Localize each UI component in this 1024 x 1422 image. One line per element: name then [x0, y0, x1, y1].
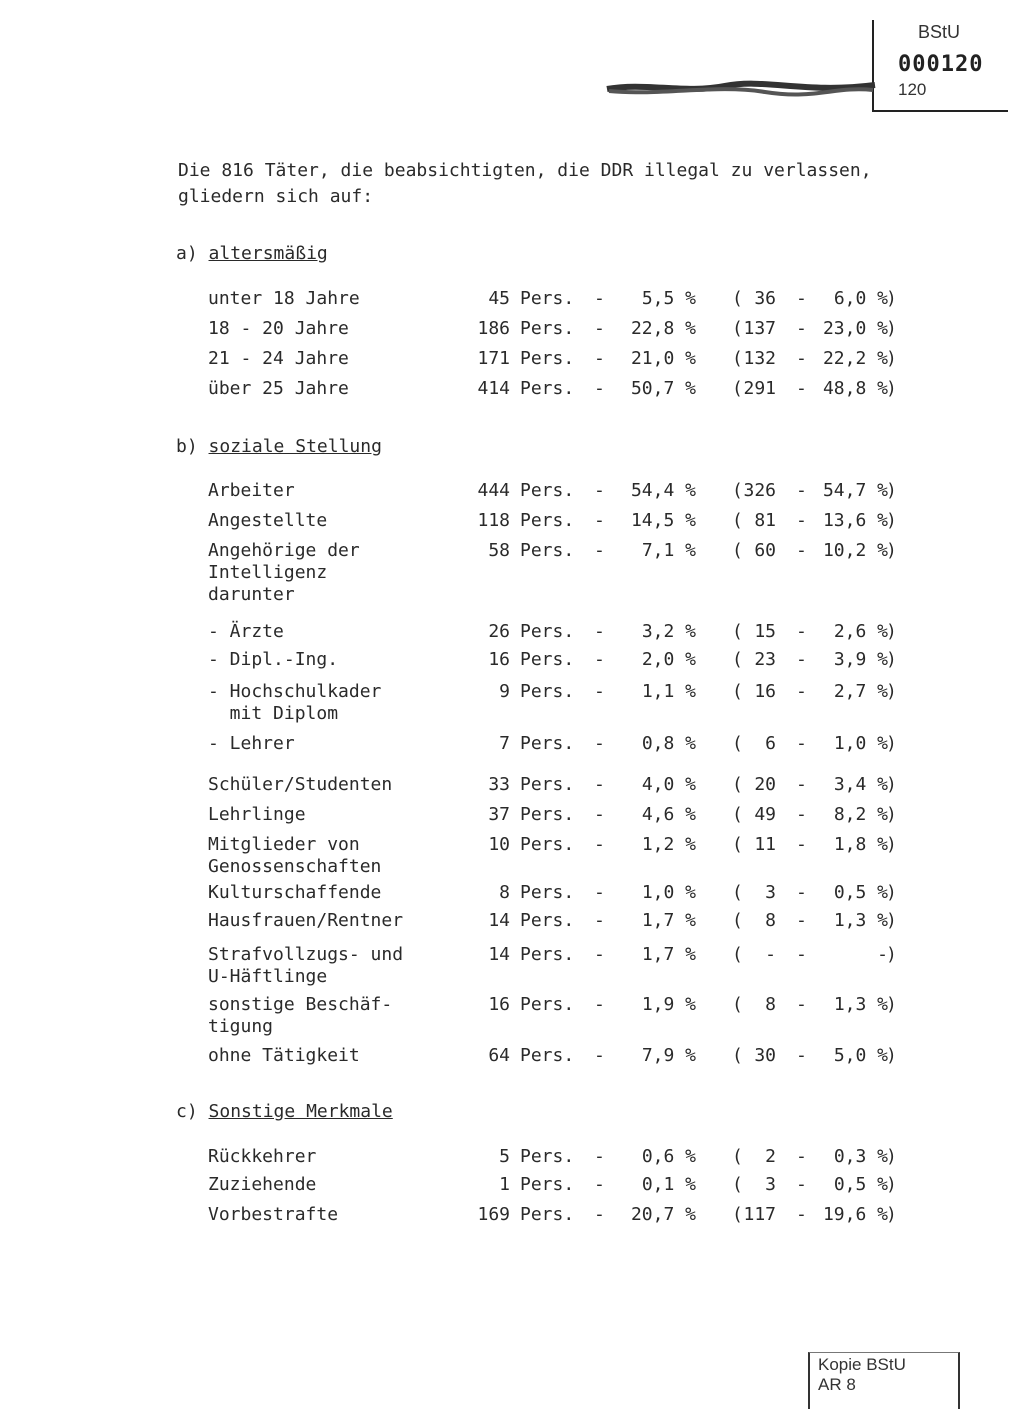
row-percent: 0,1 %: [641, 1174, 696, 1195]
row-dash: -: [796, 882, 807, 903]
copy-stamp-line-2: AR 8: [818, 1375, 856, 1394]
row-unit: Pers.: [520, 318, 575, 339]
row-dash: -: [594, 944, 605, 965]
row-count: 9: [499, 681, 510, 702]
row-open-paren: (: [732, 378, 743, 399]
row-prev-count: 132: [743, 348, 776, 369]
archive-number: 000120: [898, 52, 984, 77]
row-dash: -: [796, 288, 807, 309]
row-close-paren: ): [886, 540, 897, 561]
row-label: - Hochschulkader mit Diplom: [208, 681, 382, 724]
row-unit: Pers.: [520, 1174, 575, 1195]
row-count: 186: [477, 318, 510, 339]
row-prev-count: 2: [765, 1146, 776, 1167]
row-dash: -: [594, 681, 605, 702]
row-open-paren: (: [732, 1146, 743, 1167]
row-dash: -: [796, 510, 807, 531]
row-unit: Pers.: [520, 1045, 575, 1066]
row-label: über 25 Jahre: [208, 378, 349, 399]
row-dash: -: [594, 378, 605, 399]
row-prev-percent: 0,5 %: [833, 882, 888, 903]
copy-stamp-line-1: Kopie BStU: [818, 1355, 906, 1374]
section-title: altersmäßig: [208, 243, 328, 264]
row-unit: Pers.: [520, 378, 575, 399]
row-dash: -: [594, 910, 605, 931]
row-percent: 1,9 %: [641, 994, 696, 1015]
row-dash: -: [594, 318, 605, 339]
row-count: 14: [488, 910, 510, 931]
row-unit: Pers.: [520, 480, 575, 501]
row-count: 1: [499, 1174, 510, 1195]
row-label: Rückkehrer: [208, 1146, 317, 1167]
row-prev-count: 117: [743, 1204, 776, 1225]
row-label: Mitglieder von Genossenschaften: [208, 834, 382, 877]
row-label: 21 - 24 Jahre: [208, 348, 349, 369]
row-open-paren: (: [732, 834, 743, 855]
row-percent: 7,1 %: [641, 540, 696, 561]
row-prev-percent: 2,6 %: [833, 621, 888, 642]
row-percent: 7,9 %: [641, 1045, 696, 1066]
row-label: Lehrlinge: [208, 804, 306, 825]
row-percent: 20,7 %: [630, 1204, 696, 1225]
row-dash: -: [796, 944, 807, 965]
row-dash: -: [594, 804, 605, 825]
row-label: Hausfrauen/Rentner: [208, 910, 404, 931]
row-unit: Pers.: [520, 1204, 575, 1225]
row-open-paren: (: [732, 910, 743, 931]
row-close-paren: ): [886, 510, 897, 531]
row-open-paren: (: [732, 510, 743, 531]
row-label: 18 - 20 Jahre: [208, 318, 349, 339]
row-dash: -: [594, 649, 605, 670]
row-open-paren: (: [732, 994, 743, 1015]
row-close-paren: ): [886, 944, 897, 965]
row-percent: 1,0 %: [641, 882, 696, 903]
row-dash: -: [594, 288, 605, 309]
row-dash: -: [594, 510, 605, 531]
row-prev-count: 81: [754, 510, 776, 531]
row-percent: 21,0 %: [630, 348, 696, 369]
row-dash: -: [594, 1146, 605, 1167]
row-open-paren: (: [732, 288, 743, 309]
row-open-paren: (: [732, 681, 743, 702]
section-title: soziale Stellung: [208, 436, 382, 457]
row-percent: 2,0 %: [641, 649, 696, 670]
row-count: 414: [477, 378, 510, 399]
row-prev-percent: 22,2 %: [822, 348, 888, 369]
row-prev-count: 60: [754, 540, 776, 561]
row-prev-percent: 0,5 %: [833, 1174, 888, 1195]
archive-mark: BStU: [918, 22, 961, 42]
row-dash: -: [796, 910, 807, 931]
row-prev-count: 49: [754, 804, 776, 825]
row-count: 118: [477, 510, 510, 531]
row-dash: -: [594, 774, 605, 795]
row-label: Schüler/Studenten: [208, 774, 393, 795]
row-count: 171: [477, 348, 510, 369]
row-label: ohne Tätigkeit: [208, 1045, 360, 1066]
row-label: - Dipl.-Ing.: [208, 649, 339, 670]
row-close-paren: ): [886, 834, 897, 855]
row-dash: -: [594, 1045, 605, 1066]
row-unit: Pers.: [520, 944, 575, 965]
row-close-paren: ): [886, 882, 897, 903]
row-open-paren: (: [732, 1174, 743, 1195]
row-prev-percent: 1,3 %: [833, 910, 888, 931]
row-close-paren: ): [886, 804, 897, 825]
row-open-paren: (: [732, 318, 743, 339]
row-count: 444: [477, 480, 510, 501]
row-prev-percent: -: [877, 944, 888, 965]
row-dash: -: [796, 378, 807, 399]
row-prev-percent: 1,3 %: [833, 994, 888, 1015]
page-number: 120: [898, 80, 927, 99]
row-label: Zuziehende: [208, 1174, 317, 1195]
row-unit: Pers.: [520, 621, 575, 642]
row-close-paren: ): [886, 318, 897, 339]
row-unit: Pers.: [520, 882, 575, 903]
row-count: 16: [488, 649, 510, 670]
row-prev-percent: 48,8 %: [822, 378, 888, 399]
row-label: Strafvollzugs- und U-Häftlinge: [208, 944, 404, 987]
row-close-paren: ): [886, 910, 897, 931]
row-percent: 1,1 %: [641, 681, 696, 702]
row-dash: -: [594, 834, 605, 855]
row-dash: -: [796, 1146, 807, 1167]
row-open-paren: (: [732, 1045, 743, 1066]
row-prev-percent: 5,0 %: [833, 1045, 888, 1066]
row-dash: -: [594, 348, 605, 369]
row-dash: -: [594, 480, 605, 501]
row-prev-percent: 8,2 %: [833, 804, 888, 825]
row-count: 45: [488, 288, 510, 309]
row-count: 26: [488, 621, 510, 642]
row-prev-percent: 1,8 %: [833, 834, 888, 855]
row-count: 16: [488, 994, 510, 1015]
row-label: - Lehrer: [208, 733, 295, 754]
row-prev-count: 30: [754, 1045, 776, 1066]
row-unit: Pers.: [520, 733, 575, 754]
row-prev-percent: 54,7 %: [822, 480, 888, 501]
row-unit: Pers.: [520, 774, 575, 795]
row-close-paren: ): [886, 649, 897, 670]
intro-line-2: gliedern sich auf:: [178, 186, 374, 207]
row-unit: Pers.: [520, 348, 575, 369]
row-dash: -: [796, 681, 807, 702]
row-label: Angestellte: [208, 510, 328, 531]
row-open-paren: (: [732, 480, 743, 501]
row-prev-count: 137: [743, 318, 776, 339]
row-open-paren: (: [732, 1204, 743, 1225]
row-label: Kulturschaffende: [208, 882, 382, 903]
row-label: sonstige Beschäf- tigung: [208, 994, 393, 1037]
row-dash: -: [796, 834, 807, 855]
row-percent: 5,5 %: [641, 288, 696, 309]
row-label: unter 18 Jahre: [208, 288, 360, 309]
row-close-paren: ): [886, 378, 897, 399]
section-marker: b): [176, 436, 198, 457]
row-prev-count: 15: [754, 621, 776, 642]
row-prev-count: -: [765, 944, 776, 965]
row-dash: -: [796, 774, 807, 795]
row-close-paren: ): [886, 1204, 897, 1225]
row-dash: -: [796, 733, 807, 754]
row-percent: 4,6 %: [641, 804, 696, 825]
row-dash: -: [796, 621, 807, 642]
row-open-paren: (: [732, 621, 743, 642]
row-prev-percent: 13,6 %: [822, 510, 888, 531]
row-dash: -: [796, 318, 807, 339]
row-percent: 54,4 %: [630, 480, 696, 501]
row-open-paren: (: [732, 348, 743, 369]
intro-line-1: Die 816 Täter, die beabsichtigten, die DDR illegal zu verlassen,: [178, 160, 872, 181]
row-close-paren: ): [886, 1174, 897, 1195]
row-count: 10: [488, 834, 510, 855]
row-count: 7: [499, 733, 510, 754]
row-prev-percent: 3,9 %: [833, 649, 888, 670]
row-prev-count: 16: [754, 681, 776, 702]
row-dash: -: [594, 733, 605, 754]
row-percent: 22,8 %: [630, 318, 696, 339]
row-dash: -: [594, 994, 605, 1015]
row-dash: -: [796, 649, 807, 670]
row-dash: -: [594, 1204, 605, 1225]
row-prev-percent: 2,7 %: [833, 681, 888, 702]
row-label: Angehörige der Intelligenz darunter: [208, 540, 360, 605]
row-count: 33: [488, 774, 510, 795]
row-unit: Pers.: [520, 288, 575, 309]
row-prev-count: 8: [765, 910, 776, 931]
row-count: 64: [488, 1045, 510, 1066]
row-unit: Pers.: [520, 834, 575, 855]
row-prev-count: 8: [765, 994, 776, 1015]
row-dash: -: [594, 1174, 605, 1195]
row-dash: -: [594, 621, 605, 642]
section-heading-age: [176, 243, 328, 264]
row-dash: -: [796, 804, 807, 825]
row-open-paren: (: [732, 540, 743, 561]
row-dash: -: [796, 1174, 807, 1195]
row-open-paren: (: [732, 804, 743, 825]
row-dash: -: [796, 994, 807, 1015]
row-close-paren: ): [886, 1146, 897, 1167]
row-prev-percent: 1,0 %: [833, 733, 888, 754]
copy-stamp: [808, 1352, 960, 1409]
row-prev-count: 36: [754, 288, 776, 309]
row-percent: 14,5 %: [630, 510, 696, 531]
row-open-paren: (: [732, 882, 743, 903]
row-close-paren: ): [886, 733, 897, 754]
row-prev-percent: 23,0 %: [822, 318, 888, 339]
row-unit: Pers.: [520, 994, 575, 1015]
row-open-paren: (: [732, 774, 743, 795]
row-dash: -: [594, 540, 605, 561]
row-unit: Pers.: [520, 910, 575, 931]
redaction-mark: [605, 80, 877, 98]
row-prev-percent: 10,2 %: [822, 540, 888, 561]
row-dash: -: [594, 882, 605, 903]
row-prev-count: 23: [754, 649, 776, 670]
row-unit: Pers.: [520, 804, 575, 825]
section-marker: c): [176, 1101, 198, 1122]
row-close-paren: ): [886, 480, 897, 501]
row-unit: Pers.: [520, 540, 575, 561]
row-open-paren: (: [732, 733, 743, 754]
row-count: 8: [499, 882, 510, 903]
row-count: 58: [488, 540, 510, 561]
row-close-paren: ): [886, 1045, 897, 1066]
row-prev-percent: 6,0 %: [833, 288, 888, 309]
row-open-paren: (: [732, 944, 743, 965]
row-close-paren: ): [886, 348, 897, 369]
section-heading-social: [176, 436, 382, 457]
row-count: 169: [477, 1204, 510, 1225]
row-prev-count: 3: [765, 882, 776, 903]
row-percent: 1,7 %: [641, 944, 696, 965]
row-dash: -: [796, 1045, 807, 1066]
row-unit: Pers.: [520, 510, 575, 531]
row-open-paren: (: [732, 649, 743, 670]
row-prev-percent: 0,3 %: [833, 1146, 888, 1167]
row-percent: 1,7 %: [641, 910, 696, 931]
row-dash: -: [796, 540, 807, 561]
row-prev-count: 326: [743, 480, 776, 501]
row-count: 37: [488, 804, 510, 825]
row-dash: -: [796, 480, 807, 501]
row-unit: Pers.: [520, 681, 575, 702]
row-label: - Ärzte: [208, 621, 284, 642]
row-prev-count: 20: [754, 774, 776, 795]
row-label: Vorbestrafte: [208, 1204, 339, 1225]
row-close-paren: ): [886, 994, 897, 1015]
section-title: Sonstige Merkmale: [208, 1101, 393, 1122]
row-count: 5: [499, 1146, 510, 1167]
section-marker: a): [176, 243, 198, 264]
row-dash: -: [796, 348, 807, 369]
section-heading-other: [176, 1101, 393, 1122]
row-close-paren: ): [886, 621, 897, 642]
row-prev-count: 291: [743, 378, 776, 399]
row-percent: 0,8 %: [641, 733, 696, 754]
row-count: 14: [488, 944, 510, 965]
row-percent: 0,6 %: [641, 1146, 696, 1167]
intro-paragraph: [178, 158, 872, 210]
row-close-paren: ): [886, 288, 897, 309]
row-close-paren: ): [886, 774, 897, 795]
row-unit: Pers.: [520, 649, 575, 670]
row-prev-count: 11: [754, 834, 776, 855]
row-percent: 50,7 %: [630, 378, 696, 399]
row-unit: Pers.: [520, 1146, 575, 1167]
row-dash: -: [796, 1204, 807, 1225]
row-prev-percent: 19,6 %: [822, 1204, 888, 1225]
row-label: Arbeiter: [208, 480, 295, 501]
row-percent: 3,2 %: [641, 621, 696, 642]
row-percent: 4,0 %: [641, 774, 696, 795]
row-prev-percent: 3,4 %: [833, 774, 888, 795]
row-prev-count: 3: [765, 1174, 776, 1195]
row-percent: 1,2 %: [641, 834, 696, 855]
row-prev-count: 6: [765, 733, 776, 754]
row-close-paren: ): [886, 681, 897, 702]
